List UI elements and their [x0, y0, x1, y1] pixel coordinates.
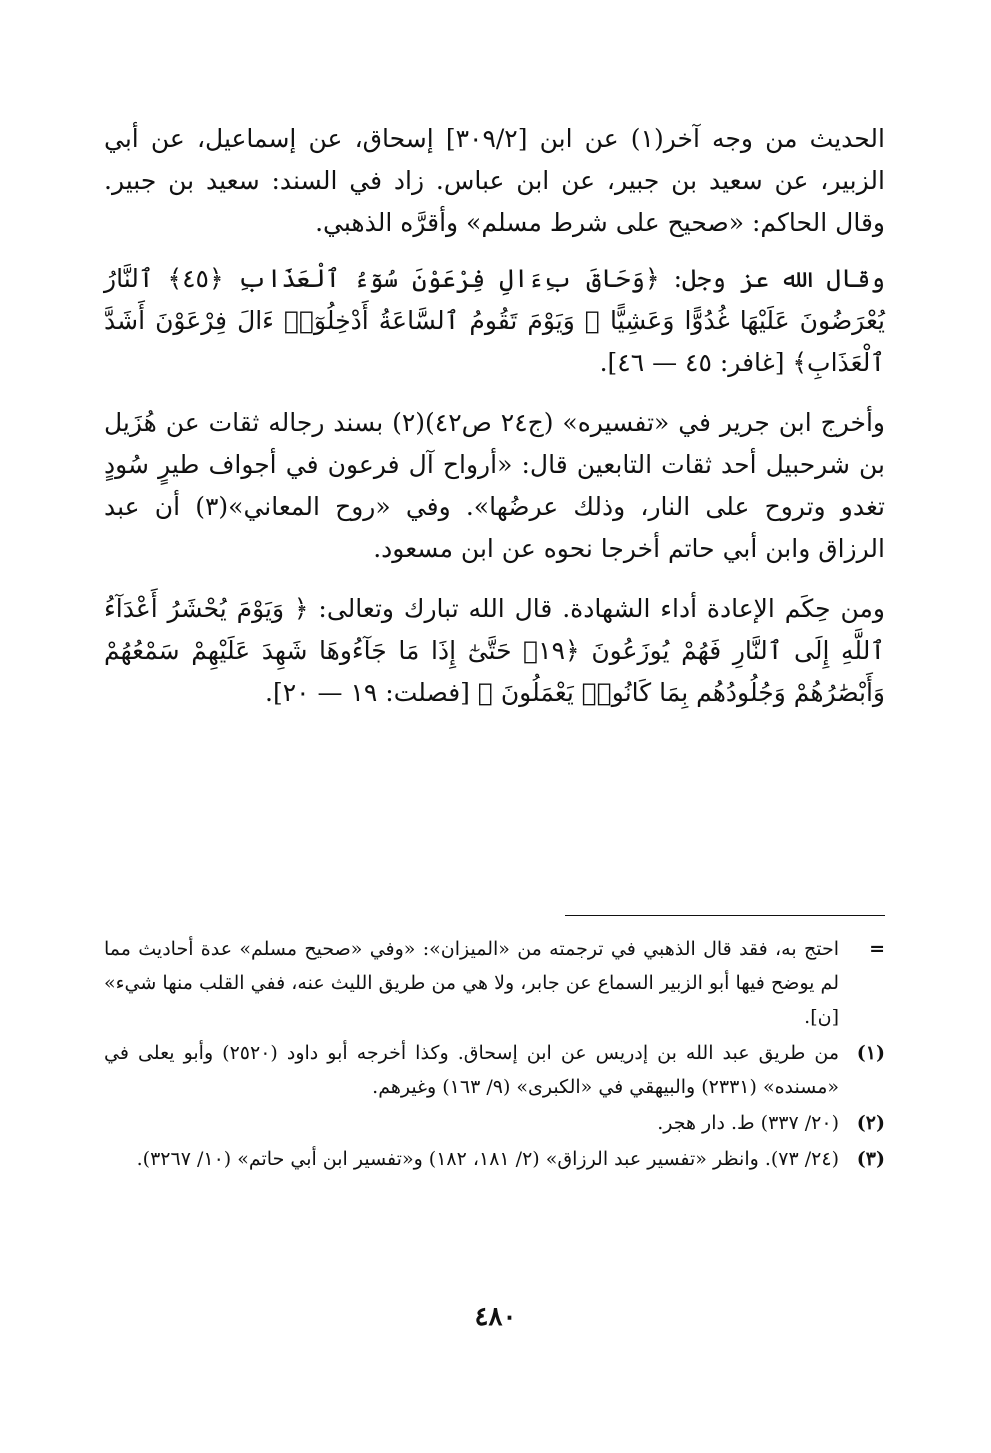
footnote-continued — [104, 932, 885, 1034]
footnotes — [104, 932, 885, 1178]
footnote-2 — [104, 1106, 885, 1140]
footnote-3 — [104, 1142, 885, 1176]
footnote-text: (٢٤/ ٧٣). وانظر «تفسير عبد الرزاق» (٢/ ١٨١، ١٨٢) و«تفسير ابن أبي حاتم» (١٠/ ٣٢٦٧). — [136, 1148, 839, 1170]
footnote-text: (٢٠/ ٣٣٧) ط. دار هجر. — [657, 1112, 839, 1134]
footnote-separator — [565, 915, 885, 916]
footnote-text: احتج به، فقد قال الذهبي في ترجمته من «الميزان»: «وفي «صحيح مسلم» عدة أحاديث مما لم يوضح فيها أبو الزبير السماع عن جابر، ولا هي من طريق الليث عنه، ففي القلب منها شيء» [ن]. — [104, 938, 839, 1028]
paragraph-ibn-jarir: وأخرج ابن جرير في «تفسيره» (ج٢٤ ص٤٢)(٢) بسند رجاله ثقات عن هُزَيل بن شرحبيل أحد ثقات التابعين قال: «أرواح آل فرعون في أجواف طيرٍ سُودٍ تغدو وتروح على النار، وذلك عرضُها». وفي «روح المعاني»(٣) أن عبد الرزاق وابن أبي حاتم أخرجا نحوه عن ابن مسعود. — [104, 408, 885, 563]
page-number: ٤٨٠ — [474, 1302, 517, 1332]
footnote-marker: (٣) — [856, 1148, 885, 1170]
paragraph-fussilat-verse: ومن حِكَم الإعادة أداء الشهادة. قال الله تبارك وتعالى: ﴿ وَيَوْمَ يُحْشَرُ أَعْدَآءُ ٱللَّهِ إِلَى ٱلنَّارِ فَهُمْ يُوزَعُونَ ﴿١٩﴾ حَتَّىٰٓ إِذَا مَا جَآءُوهَا شَهِدَ عَلَيْهِمْ سَمْعُهُمْ وَأَبْصَٰرُهُمْ وَجُلُودُهُم بِمَا كَانُوا۟ يَعْمَلُونَ ﴾ [فصلت: ١٩ — ٢٠]. — [104, 594, 885, 707]
paragraph-isnad: الحديث من وجه آخر(١) عن ابن [٣٠٩/٢] إسحاق، عن إسماعيل، عن أبي الزبير، عن سعيد بن جبير، عن ابن عباس. زاد في السند: سعيد بن جبير. وقال الحاكم: «صحيح على شرط مسلم» وأقرَّه الذهبي. — [104, 124, 885, 237]
footnote-marker: (١) — [856, 1042, 885, 1064]
footnote-1 — [104, 1036, 885, 1104]
footnote-marker: (٢) — [856, 1112, 885, 1134]
footnote-text: من طريق عبد الله بن إدريس عن ابن إسحاق. وكذا أخرجه أبو داود (٢٥٢٠) وأبو يعلى في «مسنده» (٢٣٣١) والبيهقي في «الكبرى» (٩/ ١٦٣) وغيرهم. — [104, 1042, 840, 1098]
footnote-marker: = — [869, 938, 885, 960]
main-text — [104, 118, 885, 714]
paragraph-ghafir-verse: وقال الله عز وجل: ﴿وَحَاقَ بِءَالِ فِرْعَوْنَ سُوٓءُ ٱلْعَذَابِ ﴿٤٥﴾ ٱلنَّارُ يُعْرَضُونَ عَلَيْهَا غُدُوًّا وَعَشِيًّا ۖ وَيَوْمَ تَقُومُ ٱلسَّاعَةُ أَدْخِلُوٓا۟ ءَالَ فِرْعَوْنَ أَشَدَّ ٱلْعَذَابِ﴾ [غافر: ٤٥ — ٤٦]. — [104, 264, 885, 377]
